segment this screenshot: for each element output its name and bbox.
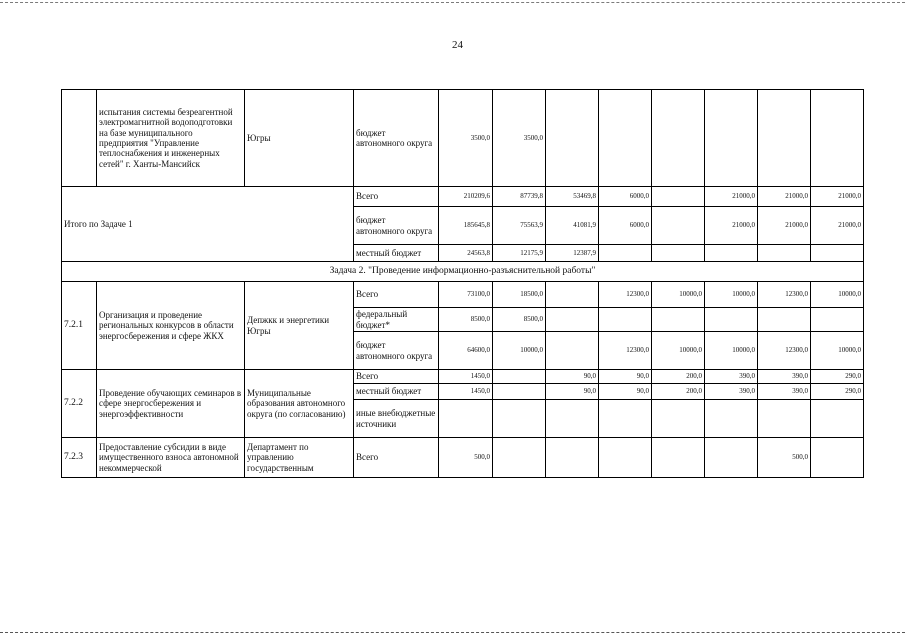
value-cell: 87739,8 (493, 187, 546, 207)
value-cell: 10000,0 (493, 332, 546, 370)
value-cell: 6000,0 (599, 187, 652, 207)
value-cell: 75563,9 (493, 207, 546, 245)
value-cell: 21000,0 (811, 207, 864, 245)
scan-top-edge (0, 2, 905, 3)
value-cell (652, 438, 705, 478)
value-cell (546, 308, 599, 332)
value-cell: 21000,0 (758, 187, 811, 207)
funding-source-cell: Всего (354, 438, 439, 478)
value-cell: 12387,9 (546, 245, 599, 262)
value-cell (599, 308, 652, 332)
value-cell (652, 187, 705, 207)
value-cell: 12175,9 (493, 245, 546, 262)
value-cell (546, 332, 599, 370)
value-cell: 53469,8 (546, 187, 599, 207)
value-cell (705, 438, 758, 478)
value-cell (599, 438, 652, 478)
value-cell: 10000,0 (811, 282, 864, 308)
funding-source-cell: иные внебюджетные источники (354, 400, 439, 438)
value-cell (493, 370, 546, 384)
table-row (62, 370, 864, 384)
value-cell: 3500,0 (439, 90, 493, 187)
total-task1-label: Итого по Задаче 1 (62, 187, 354, 262)
activity-cell: Проведение обучающих семинаров в сфере энергосбережения и энергоэффективности (97, 370, 245, 438)
value-cell: 290,0 (811, 370, 864, 384)
value-cell (705, 400, 758, 438)
value-cell (599, 245, 652, 262)
value-cell: 90,0 (546, 370, 599, 384)
activity-cell: Организация и проведение региональных конкурсов в области энергосбережения и сфере ЖКХ (97, 282, 245, 370)
value-cell: 12300,0 (758, 282, 811, 308)
value-cell: 73100,0 (439, 282, 493, 308)
value-cell: 290,0 (811, 384, 864, 400)
value-cell: 500,0 (758, 438, 811, 478)
executor-cell: Депжкк и энергетики Югры (245, 282, 354, 370)
value-cell (546, 438, 599, 478)
value-cell (811, 308, 864, 332)
funding-source-cell: бюджет автономного округа (354, 207, 439, 245)
table-row (62, 187, 864, 207)
value-cell: 390,0 (758, 370, 811, 384)
value-cell (599, 90, 652, 187)
activity-cell: Предоставление субсидии в виде имущественного взноса автономной некоммерческой (97, 438, 245, 478)
table-row (62, 262, 864, 282)
value-cell (811, 245, 864, 262)
value-cell (758, 90, 811, 187)
value-cell: 10000,0 (652, 332, 705, 370)
value-cell (811, 438, 864, 478)
value-cell (439, 400, 493, 438)
value-cell: 390,0 (758, 384, 811, 400)
task2-title: Задача 2. "Проведение информационно-разъяснительной работы" (62, 262, 864, 282)
funding-source-cell: федеральный бюджет* (354, 308, 439, 332)
value-cell (493, 384, 546, 400)
item-number-cell: 7.2.1 (62, 282, 97, 370)
value-cell (705, 90, 758, 187)
item-number-cell: 7.2.3 (62, 438, 97, 478)
value-cell: 12300,0 (599, 282, 652, 308)
value-cell: 1450,0 (439, 384, 493, 400)
value-cell (546, 282, 599, 308)
value-cell: 90,0 (599, 384, 652, 400)
table-row (62, 438, 864, 478)
value-cell: 90,0 (546, 384, 599, 400)
value-cell: 500,0 (439, 438, 493, 478)
value-cell: 21000,0 (811, 187, 864, 207)
executor-cell: Департамент по управлению государственным (245, 438, 354, 478)
value-cell (652, 207, 705, 245)
table-row (62, 282, 864, 308)
executor-cell: Югры (245, 90, 354, 187)
value-cell: 24563,8 (439, 245, 493, 262)
value-cell: 90,0 (599, 370, 652, 384)
value-cell: 8500,0 (493, 308, 546, 332)
funding-source-cell: бюджет автономного округа (354, 332, 439, 370)
value-cell: 10000,0 (705, 282, 758, 308)
value-cell: 21000,0 (758, 207, 811, 245)
value-cell (652, 308, 705, 332)
value-cell (493, 438, 546, 478)
value-cell: 21000,0 (705, 207, 758, 245)
value-cell (652, 245, 705, 262)
funding-source-cell: Всего (354, 282, 439, 308)
value-cell: 390,0 (705, 370, 758, 384)
value-cell (758, 400, 811, 438)
value-cell: 3500,0 (493, 90, 546, 187)
funding-source-cell: Всего (354, 370, 439, 384)
value-cell (652, 90, 705, 187)
executor-cell: Муниципальные образования автономного округа (по согласованию) (245, 370, 354, 438)
value-cell: 21000,0 (705, 187, 758, 207)
value-cell: 12300,0 (599, 332, 652, 370)
value-cell: 18500,0 (493, 282, 546, 308)
value-cell (705, 245, 758, 262)
value-cell (811, 90, 864, 187)
value-cell: 200,0 (652, 384, 705, 400)
value-cell: 12300,0 (758, 332, 811, 370)
value-cell: 185645,8 (439, 207, 493, 245)
item-number-cell: 7.2.2 (62, 370, 97, 438)
value-cell (599, 400, 652, 438)
value-cell (811, 400, 864, 438)
value-cell: 1450,0 (439, 370, 493, 384)
value-cell: 200,0 (652, 370, 705, 384)
item-number-cell (62, 90, 97, 187)
program-table (61, 89, 864, 478)
table-row (62, 90, 864, 187)
funding-source-cell: бюджет автономного округа (354, 90, 439, 187)
value-cell (652, 400, 705, 438)
value-cell: 210209,6 (439, 187, 493, 207)
value-cell (705, 308, 758, 332)
scan-bottom-edge (0, 632, 905, 633)
value-cell: 8500,0 (439, 308, 493, 332)
value-cell (546, 90, 599, 187)
funding-source-cell: Всего (354, 187, 439, 207)
activity-cell: испытания системы безреагентной электромагнитной водоподготовки на базе муниципального предприятия "Управление теплоснабжения и инженерных сетей" г. Ханты-Мансийск (97, 90, 245, 187)
value-cell: 10000,0 (811, 332, 864, 370)
value-cell (493, 400, 546, 438)
value-cell: 64600,0 (439, 332, 493, 370)
value-cell (758, 245, 811, 262)
value-cell: 390,0 (705, 384, 758, 400)
value-cell: 6000,0 (599, 207, 652, 245)
value-cell: 41081,9 (546, 207, 599, 245)
funding-source-cell: местный бюджет (354, 245, 439, 262)
value-cell (546, 400, 599, 438)
page-number: 24 (452, 39, 463, 51)
value-cell: 10000,0 (652, 282, 705, 308)
funding-source-cell: местный бюджет (354, 384, 439, 400)
value-cell (758, 308, 811, 332)
value-cell: 10000,0 (705, 332, 758, 370)
